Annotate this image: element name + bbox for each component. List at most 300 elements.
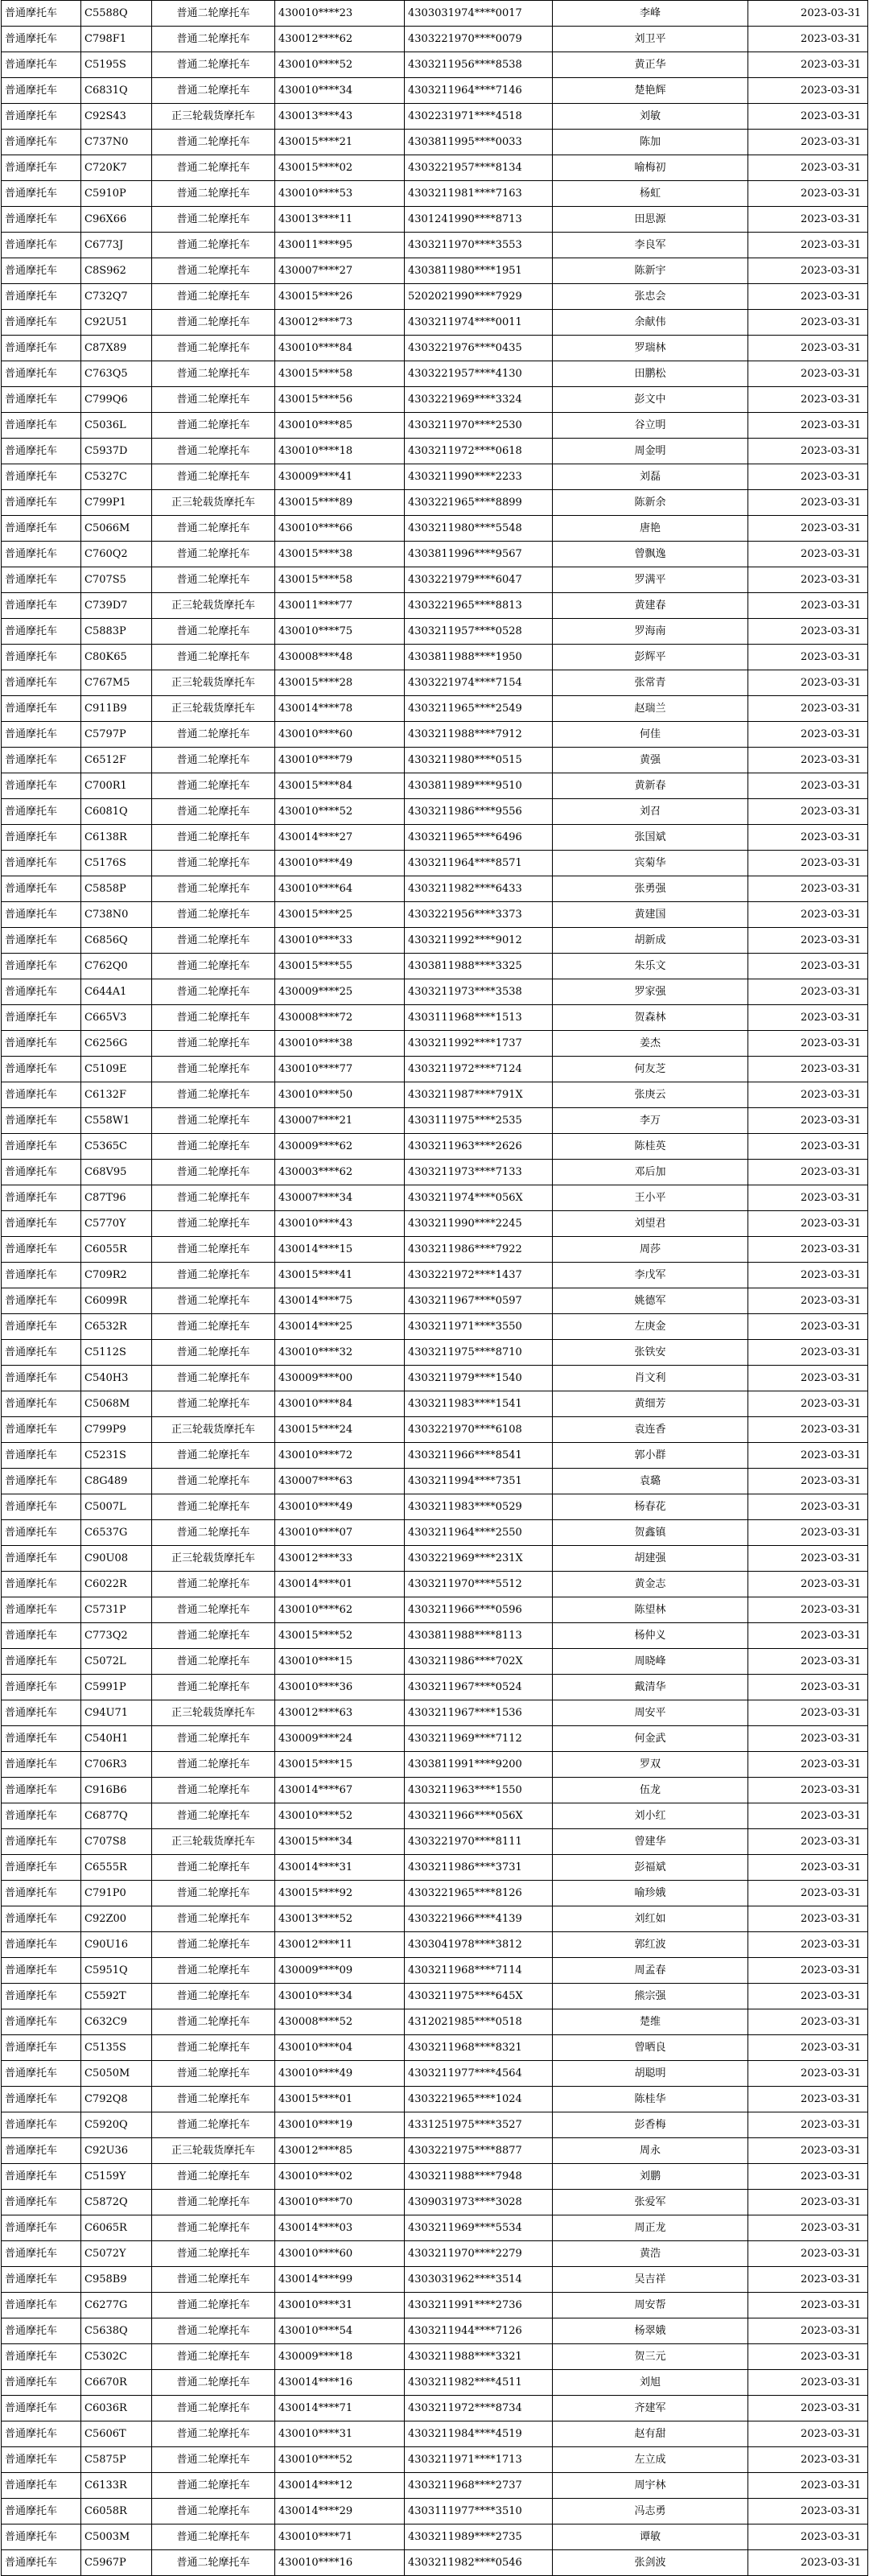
vehicle-category-cell: 普通摩托车 xyxy=(2,1932,81,1958)
vehicle-type-cell: 普通二轮摩托车 xyxy=(152,130,275,155)
plate-number-cell: C707S5 xyxy=(81,567,152,593)
date-cell: 2023-03-31 xyxy=(748,825,868,851)
id-number-cell: 4303211963****2626 xyxy=(405,1134,553,1160)
vehicle-type-cell: 正三轮载货摩托车 xyxy=(152,1417,275,1443)
id-number-cell: 4303111968****1513 xyxy=(405,1005,553,1031)
date-cell: 2023-03-31 xyxy=(748,670,868,696)
vehicle-category-cell: 普通摩托车 xyxy=(2,2164,81,2190)
plate-number-cell: C5112S xyxy=(81,1340,152,1366)
date-cell: 2023-03-31 xyxy=(748,1572,868,1597)
id-number-cell: 4303211957****0528 xyxy=(405,619,553,645)
vehicle-category-cell: 普通摩托车 xyxy=(2,1572,81,1597)
plate-number-cell: C6022R xyxy=(81,1572,152,1597)
id-number-cell: 4303111975****2535 xyxy=(405,1108,553,1134)
table-row xyxy=(2,1185,868,1211)
id-number-cell: 4303211992****1737 xyxy=(405,1031,553,1057)
vehicle-type-cell: 普通二轮摩托车 xyxy=(152,1520,275,1546)
vehicle-type-cell: 普通二轮摩托车 xyxy=(152,1082,275,1108)
plate-number-cell: C87T96 xyxy=(81,1185,152,1211)
table-row xyxy=(2,233,868,258)
id-number-cell: 4303811989****9510 xyxy=(405,773,553,799)
owner-name-cell: 杨仲义 xyxy=(553,1623,748,1649)
table-row xyxy=(2,1237,868,1263)
plate-number-cell: C6099R xyxy=(81,1288,152,1314)
vehicle-type-cell: 普通二轮摩托车 xyxy=(152,1623,275,1649)
vehicle-category-cell: 普通摩托车 xyxy=(2,387,81,413)
license-number-cell: 430010****38 xyxy=(275,1031,405,1057)
date-cell: 2023-03-31 xyxy=(748,2267,868,2293)
owner-name-cell: 姚德军 xyxy=(553,1288,748,1314)
table-row xyxy=(2,2499,868,2524)
id-number-cell: 4303211956****8538 xyxy=(405,52,553,78)
owner-name-cell: 吴吉祥 xyxy=(553,2267,748,2293)
table-row xyxy=(2,27,868,52)
license-number-cell: 430010****52 xyxy=(275,52,405,78)
date-cell: 2023-03-31 xyxy=(748,1340,868,1366)
plate-number-cell: C6773J xyxy=(81,233,152,258)
plate-number-cell: C798F1 xyxy=(81,27,152,52)
plate-number-cell: C540H3 xyxy=(81,1366,152,1391)
vehicle-category-cell: 普通摩托车 xyxy=(2,1906,81,1932)
table-row xyxy=(2,645,868,670)
owner-name-cell: 何金武 xyxy=(553,1726,748,1752)
id-number-cell: 4303211983****1541 xyxy=(405,1391,553,1417)
table-row xyxy=(2,1391,868,1417)
plate-number-cell: C5872Q xyxy=(81,2190,152,2215)
owner-name-cell: 袁连香 xyxy=(553,1417,748,1443)
vehicle-category-cell: 普通摩托车 xyxy=(2,1597,81,1623)
plate-number-cell: C5731P xyxy=(81,1597,152,1623)
license-number-cell: 430010****70 xyxy=(275,2190,405,2215)
license-number-cell: 430010****53 xyxy=(275,181,405,207)
table-row xyxy=(2,2550,868,2576)
plate-number-cell: C6058R xyxy=(81,2499,152,2524)
vehicle-type-cell: 普通二轮摩托车 xyxy=(152,979,275,1005)
vehicle-category-cell: 普通摩托车 xyxy=(2,2396,81,2421)
table-row xyxy=(2,2524,868,2550)
vehicle-type-cell: 正三轮载货摩托车 xyxy=(152,1829,275,1855)
license-number-cell: 430012****33 xyxy=(275,1546,405,1572)
license-number-cell: 430010****34 xyxy=(275,78,405,104)
plate-number-cell: C5231S xyxy=(81,1443,152,1469)
vehicle-type-cell: 普通二轮摩托车 xyxy=(152,78,275,104)
vehicle-category-cell: 普通摩托车 xyxy=(2,851,81,876)
table-row xyxy=(2,1263,868,1288)
table-row xyxy=(2,1675,868,1700)
license-number-cell: 430010****34 xyxy=(275,1984,405,2009)
date-cell: 2023-03-31 xyxy=(748,258,868,284)
license-number-cell: 430013****52 xyxy=(275,1906,405,1932)
vehicle-type-cell: 普通二轮摩托车 xyxy=(152,2550,275,2576)
owner-name-cell: 周金明 xyxy=(553,439,748,464)
id-number-cell: 4303211944****7126 xyxy=(405,2318,553,2344)
plate-number-cell: C6036R xyxy=(81,2396,152,2421)
date-cell: 2023-03-31 xyxy=(748,1649,868,1675)
id-number-cell: 4303811995****0033 xyxy=(405,130,553,155)
id-number-cell: 4303211966****0596 xyxy=(405,1597,553,1623)
table-row xyxy=(2,1623,868,1649)
plate-number-cell: C94U71 xyxy=(81,1700,152,1726)
date-cell: 2023-03-31 xyxy=(748,1958,868,1984)
table-row xyxy=(2,1057,868,1082)
id-number-cell: 4331251975****3527 xyxy=(405,2112,553,2138)
vehicle-category-cell: 普通摩托车 xyxy=(2,1082,81,1108)
table-row xyxy=(2,1366,868,1391)
date-cell: 2023-03-31 xyxy=(748,104,868,130)
vehicle-category-cell: 普通摩托车 xyxy=(2,1237,81,1263)
date-cell: 2023-03-31 xyxy=(748,2164,868,2190)
id-number-cell: 4303211966****8541 xyxy=(405,1443,553,1469)
vehicle-type-cell: 正三轮载货摩托车 xyxy=(152,670,275,696)
vehicle-category-cell: 普通摩托车 xyxy=(2,2499,81,2524)
id-number-cell: 4303211975****8710 xyxy=(405,1340,553,1366)
vehicle-type-cell: 普通二轮摩托车 xyxy=(152,2447,275,2473)
owner-name-cell: 周正龙 xyxy=(553,2215,748,2241)
vehicle-type-cell: 普通二轮摩托车 xyxy=(152,2061,275,2087)
plate-number-cell: C5920Q xyxy=(81,2112,152,2138)
id-number-cell: 4303041978****3812 xyxy=(405,1932,553,1958)
vehicle-type-cell: 普通二轮摩托车 xyxy=(152,1881,275,1906)
vehicle-type-cell: 普通二轮摩托车 xyxy=(152,876,275,902)
plate-number-cell: C5770Y xyxy=(81,1211,152,1237)
owner-name-cell: 何佳 xyxy=(553,722,748,748)
vehicle-category-cell: 普通摩托车 xyxy=(2,567,81,593)
id-number-cell: 4303211990****2245 xyxy=(405,1211,553,1237)
plate-number-cell: C5592T xyxy=(81,1984,152,2009)
vehicle-category-cell: 普通摩托车 xyxy=(2,2112,81,2138)
id-number-cell: 4303211982****4511 xyxy=(405,2370,553,2396)
id-number-cell: 4303211970****5512 xyxy=(405,1572,553,1597)
license-number-cell: 430011****95 xyxy=(275,233,405,258)
vehicle-type-cell: 普通二轮摩托车 xyxy=(152,2241,275,2267)
date-cell: 2023-03-31 xyxy=(748,207,868,233)
vehicle-category-cell: 普通摩托车 xyxy=(2,258,81,284)
owner-name-cell: 戴清华 xyxy=(553,1675,748,1700)
table-row xyxy=(2,1340,868,1366)
owner-name-cell: 陈新余 xyxy=(553,490,748,516)
date-cell: 2023-03-31 xyxy=(748,1211,868,1237)
license-number-cell: 430014****25 xyxy=(275,1314,405,1340)
owner-name-cell: 李峰 xyxy=(553,1,748,27)
vehicle-type-cell: 普通二轮摩托车 xyxy=(152,1366,275,1391)
license-number-cell: 430010****71 xyxy=(275,2524,405,2550)
license-number-cell: 430015****58 xyxy=(275,567,405,593)
date-cell: 2023-03-31 xyxy=(748,1443,868,1469)
id-number-cell: 4303211986****7922 xyxy=(405,1237,553,1263)
id-number-cell: 4303221970****8111 xyxy=(405,1829,553,1855)
vehicle-category-cell: 普通摩托车 xyxy=(2,104,81,130)
table-row xyxy=(2,1443,868,1469)
table-row xyxy=(2,979,868,1005)
license-number-cell: 430010****52 xyxy=(275,799,405,825)
date-cell: 2023-03-31 xyxy=(748,2138,868,2164)
vehicle-category-cell: 普通摩托车 xyxy=(2,2421,81,2447)
vehicle-type-cell: 正三轮载货摩托车 xyxy=(152,1546,275,1572)
vehicle-category-cell: 普通摩托车 xyxy=(2,1031,81,1057)
owner-name-cell: 陈望林 xyxy=(553,1597,748,1623)
date-cell: 2023-03-31 xyxy=(748,1,868,27)
table-row xyxy=(2,284,868,310)
date-cell: 2023-03-31 xyxy=(748,722,868,748)
vehicle-category-cell: 普通摩托车 xyxy=(2,1185,81,1211)
id-number-cell: 4303211970****3553 xyxy=(405,233,553,258)
id-number-cell: 4303221965****8813 xyxy=(405,593,553,619)
date-cell: 2023-03-31 xyxy=(748,2112,868,2138)
id-number-cell: 4303221969****3324 xyxy=(405,387,553,413)
id-number-cell: 4303211968****7114 xyxy=(405,1958,553,1984)
id-number-cell: 4303211991****2736 xyxy=(405,2293,553,2318)
owner-name-cell: 罗满平 xyxy=(553,567,748,593)
vehicle-category-cell: 普通摩托车 xyxy=(2,2241,81,2267)
plate-number-cell: C5875P xyxy=(81,2447,152,2473)
vehicle-type-cell: 普通二轮摩托车 xyxy=(152,1211,275,1237)
vehicle-category-cell: 普通摩托车 xyxy=(2,233,81,258)
date-cell: 2023-03-31 xyxy=(748,1469,868,1494)
vehicle-type-cell: 普通二轮摩托车 xyxy=(152,2499,275,2524)
vehicle-category-cell: 普通摩托车 xyxy=(2,1881,81,1906)
table-row xyxy=(2,1597,868,1623)
vehicle-category-cell: 普通摩托车 xyxy=(2,284,81,310)
vehicle-type-cell: 普通二轮摩托车 xyxy=(152,181,275,207)
plate-number-cell: C5991P xyxy=(81,1675,152,1700)
id-number-cell: 4303221965****8126 xyxy=(405,1881,553,1906)
license-number-cell: 430014****29 xyxy=(275,2499,405,2524)
vehicle-type-cell: 普通二轮摩托车 xyxy=(152,387,275,413)
vehicle-category-cell: 普通摩托车 xyxy=(2,670,81,696)
license-number-cell: 430010****85 xyxy=(275,413,405,439)
plate-number-cell: C958B9 xyxy=(81,2267,152,2293)
plate-number-cell: C665V3 xyxy=(81,1005,152,1031)
license-number-cell: 430015****01 xyxy=(275,2087,405,2112)
date-cell: 2023-03-31 xyxy=(748,1984,868,2009)
id-number-cell: 4303211987****791X xyxy=(405,1082,553,1108)
vehicle-category-cell: 普通摩托车 xyxy=(2,1443,81,1469)
owner-name-cell: 李良军 xyxy=(553,233,748,258)
vehicle-type-cell: 普通二轮摩托车 xyxy=(152,2293,275,2318)
plate-number-cell: C5068M xyxy=(81,1391,152,1417)
owner-name-cell: 郭小群 xyxy=(553,1443,748,1469)
owner-name-cell: 刘旭 xyxy=(553,2370,748,2396)
owner-name-cell: 楚维 xyxy=(553,2009,748,2035)
table-row xyxy=(2,1314,868,1340)
license-number-cell: 430015****89 xyxy=(275,490,405,516)
vehicle-category-cell: 普通摩托车 xyxy=(2,439,81,464)
vehicle-category-cell: 普通摩托车 xyxy=(2,1263,81,1288)
plate-number-cell: C6831Q xyxy=(81,78,152,104)
license-number-cell: 430009****24 xyxy=(275,1726,405,1752)
license-number-cell: 430010****31 xyxy=(275,2293,405,2318)
table-row xyxy=(2,825,868,851)
vehicle-category-cell: 普通摩托车 xyxy=(2,1958,81,1984)
license-number-cell: 430010****60 xyxy=(275,722,405,748)
vehicle-type-cell: 普通二轮摩托车 xyxy=(152,773,275,799)
table-row xyxy=(2,2190,868,2215)
date-cell: 2023-03-31 xyxy=(748,413,868,439)
vehicle-type-cell: 普通二轮摩托车 xyxy=(152,2190,275,2215)
table-row xyxy=(2,1134,868,1160)
license-number-cell: 430010****54 xyxy=(275,2318,405,2344)
table-row xyxy=(2,593,868,619)
id-number-cell: 4303211977****4564 xyxy=(405,2061,553,2087)
date-cell: 2023-03-31 xyxy=(748,1185,868,1211)
owner-name-cell: 周永 xyxy=(553,2138,748,2164)
table-row xyxy=(2,670,868,696)
date-cell: 2023-03-31 xyxy=(748,52,868,78)
date-cell: 2023-03-31 xyxy=(748,155,868,181)
license-number-cell: 430015****21 xyxy=(275,130,405,155)
table-row xyxy=(2,567,868,593)
table-row xyxy=(2,1546,868,1572)
vehicle-type-cell: 普通二轮摩托车 xyxy=(152,1443,275,1469)
table-row xyxy=(2,2087,868,2112)
vehicle-type-cell: 普通二轮摩托车 xyxy=(152,1572,275,1597)
date-cell: 2023-03-31 xyxy=(748,1700,868,1726)
owner-name-cell: 李戊军 xyxy=(553,1263,748,1288)
owner-name-cell: 张铁安 xyxy=(553,1340,748,1366)
plate-number-cell: C6512F xyxy=(81,748,152,773)
id-number-cell: 4303211973****7133 xyxy=(405,1160,553,1185)
id-number-cell: 4303221969****231X xyxy=(405,1546,553,1572)
owner-name-cell: 杨春花 xyxy=(553,1494,748,1520)
date-cell: 2023-03-31 xyxy=(748,1778,868,1803)
owner-name-cell: 左庚金 xyxy=(553,1314,748,1340)
vehicle-type-cell: 普通二轮摩托车 xyxy=(152,851,275,876)
id-number-cell: 4303211988****7912 xyxy=(405,722,553,748)
plate-number-cell: C5176S xyxy=(81,851,152,876)
date-cell: 2023-03-31 xyxy=(748,2190,868,2215)
id-number-cell: 4303211983****0529 xyxy=(405,1494,553,1520)
plate-number-cell: C763Q5 xyxy=(81,361,152,387)
owner-name-cell: 余献伟 xyxy=(553,310,748,336)
date-cell: 2023-03-31 xyxy=(748,1057,868,1082)
table-row xyxy=(2,52,868,78)
owner-name-cell: 胡新成 xyxy=(553,928,748,954)
vehicle-type-cell: 普通二轮摩托车 xyxy=(152,902,275,928)
vehicle-category-cell: 普通摩托车 xyxy=(2,2293,81,2318)
owner-name-cell: 冯志勇 xyxy=(553,2499,748,2524)
vehicle-type-cell: 普通二轮摩托车 xyxy=(152,567,275,593)
license-number-cell: 430010****33 xyxy=(275,928,405,954)
vehicle-type-cell: 普通二轮摩托车 xyxy=(152,155,275,181)
date-cell: 2023-03-31 xyxy=(748,233,868,258)
vehicle-type-cell: 普通二轮摩托车 xyxy=(152,2370,275,2396)
table-row xyxy=(2,2112,868,2138)
license-number-cell: 430015****24 xyxy=(275,1417,405,1443)
id-number-cell: 4303211964****8571 xyxy=(405,851,553,876)
id-number-cell: 4303221965****1024 xyxy=(405,2087,553,2112)
plate-number-cell: C5797P xyxy=(81,722,152,748)
plate-number-cell: C92Z00 xyxy=(81,1906,152,1932)
vehicle-category-cell: 普通摩托车 xyxy=(2,1494,81,1520)
owner-name-cell: 熊宗强 xyxy=(553,1984,748,2009)
id-number-cell: 5202021990****7929 xyxy=(405,284,553,310)
plate-number-cell: C5858P xyxy=(81,876,152,902)
date-cell: 2023-03-31 xyxy=(748,2396,868,2421)
id-number-cell: 4303211967****0597 xyxy=(405,1288,553,1314)
id-number-cell: 4303211973****3538 xyxy=(405,979,553,1005)
vehicle-type-cell: 普通二轮摩托车 xyxy=(152,2267,275,2293)
vehicle-category-cell: 普通摩托车 xyxy=(2,928,81,954)
vehicle-category-cell: 普通摩托车 xyxy=(2,1649,81,1675)
owner-name-cell: 彭香梅 xyxy=(553,2112,748,2138)
vehicle-type-cell: 普通二轮摩托车 xyxy=(152,1675,275,1700)
date-cell: 2023-03-31 xyxy=(748,799,868,825)
license-number-cell: 430015****26 xyxy=(275,284,405,310)
license-number-cell: 430010****84 xyxy=(275,336,405,361)
table-row xyxy=(2,542,868,567)
vehicle-type-cell: 普通二轮摩托车 xyxy=(152,1649,275,1675)
table-row xyxy=(2,2396,868,2421)
vehicle-category-cell: 普通摩托车 xyxy=(2,1829,81,1855)
table-row xyxy=(2,2421,868,2447)
license-number-cell: 430010****84 xyxy=(275,1391,405,1417)
vehicle-type-cell: 普通二轮摩托车 xyxy=(152,1984,275,2009)
date-cell: 2023-03-31 xyxy=(748,490,868,516)
vehicle-type-cell: 普通二轮摩托车 xyxy=(152,52,275,78)
id-number-cell: 4303211992****9012 xyxy=(405,928,553,954)
license-number-cell: 430007****63 xyxy=(275,1469,405,1494)
date-cell: 2023-03-31 xyxy=(748,1005,868,1031)
date-cell: 2023-03-31 xyxy=(748,2473,868,2499)
vehicle-type-cell: 普通二轮摩托车 xyxy=(152,1803,275,1829)
owner-name-cell: 喻梅初 xyxy=(553,155,748,181)
vehicle-category-cell: 普通摩托车 xyxy=(2,1623,81,1649)
date-cell: 2023-03-31 xyxy=(748,1082,868,1108)
id-number-cell: 4303211969****7112 xyxy=(405,1726,553,1752)
owner-name-cell: 刘召 xyxy=(553,799,748,825)
plate-number-cell: C737N0 xyxy=(81,130,152,155)
license-number-cell: 430009****62 xyxy=(275,1134,405,1160)
owner-name-cell: 喻珍娥 xyxy=(553,1881,748,1906)
license-number-cell: 430012****11 xyxy=(275,1932,405,1958)
plate-number-cell: C6277G xyxy=(81,2293,152,2318)
vehicle-category-cell: 普通摩托车 xyxy=(2,413,81,439)
vehicle-category-cell: 普通摩托车 xyxy=(2,361,81,387)
table-row xyxy=(2,773,868,799)
table-row xyxy=(2,490,868,516)
owner-name-cell: 伍龙 xyxy=(553,1778,748,1803)
date-cell: 2023-03-31 xyxy=(748,2524,868,2550)
license-number-cell: 430014****71 xyxy=(275,2396,405,2421)
owner-name-cell: 罗瑞林 xyxy=(553,336,748,361)
date-cell: 2023-03-31 xyxy=(748,2550,868,2576)
vehicle-type-cell: 普通二轮摩托车 xyxy=(152,954,275,979)
table-row xyxy=(2,1520,868,1546)
id-number-cell: 4303211988****3321 xyxy=(405,2344,553,2370)
table-row xyxy=(2,1082,868,1108)
plate-number-cell: C5003M xyxy=(81,2524,152,2550)
date-cell: 2023-03-31 xyxy=(748,464,868,490)
plate-number-cell: C6055R xyxy=(81,1237,152,1263)
license-number-cell: 430015****02 xyxy=(275,155,405,181)
vehicle-type-cell: 普通二轮摩托车 xyxy=(152,2215,275,2241)
owner-name-cell: 杨虹 xyxy=(553,181,748,207)
id-number-cell: 4303211966****056X xyxy=(405,1803,553,1829)
owner-name-cell: 黄细芳 xyxy=(553,1391,748,1417)
plate-number-cell: C738N0 xyxy=(81,902,152,928)
owner-name-cell: 彭文中 xyxy=(553,387,748,413)
license-number-cell: 430008****72 xyxy=(275,1005,405,1031)
license-number-cell: 430010****75 xyxy=(275,619,405,645)
plate-number-cell: C5937D xyxy=(81,439,152,464)
vehicle-category-cell: 普通摩托车 xyxy=(2,2473,81,2499)
license-number-cell: 430014****03 xyxy=(275,2215,405,2241)
plate-number-cell: C762Q0 xyxy=(81,954,152,979)
id-number-cell: 4303211989****2735 xyxy=(405,2524,553,2550)
owner-name-cell: 田鹏松 xyxy=(553,361,748,387)
table-row xyxy=(2,361,868,387)
owner-name-cell: 陈桂英 xyxy=(553,1134,748,1160)
